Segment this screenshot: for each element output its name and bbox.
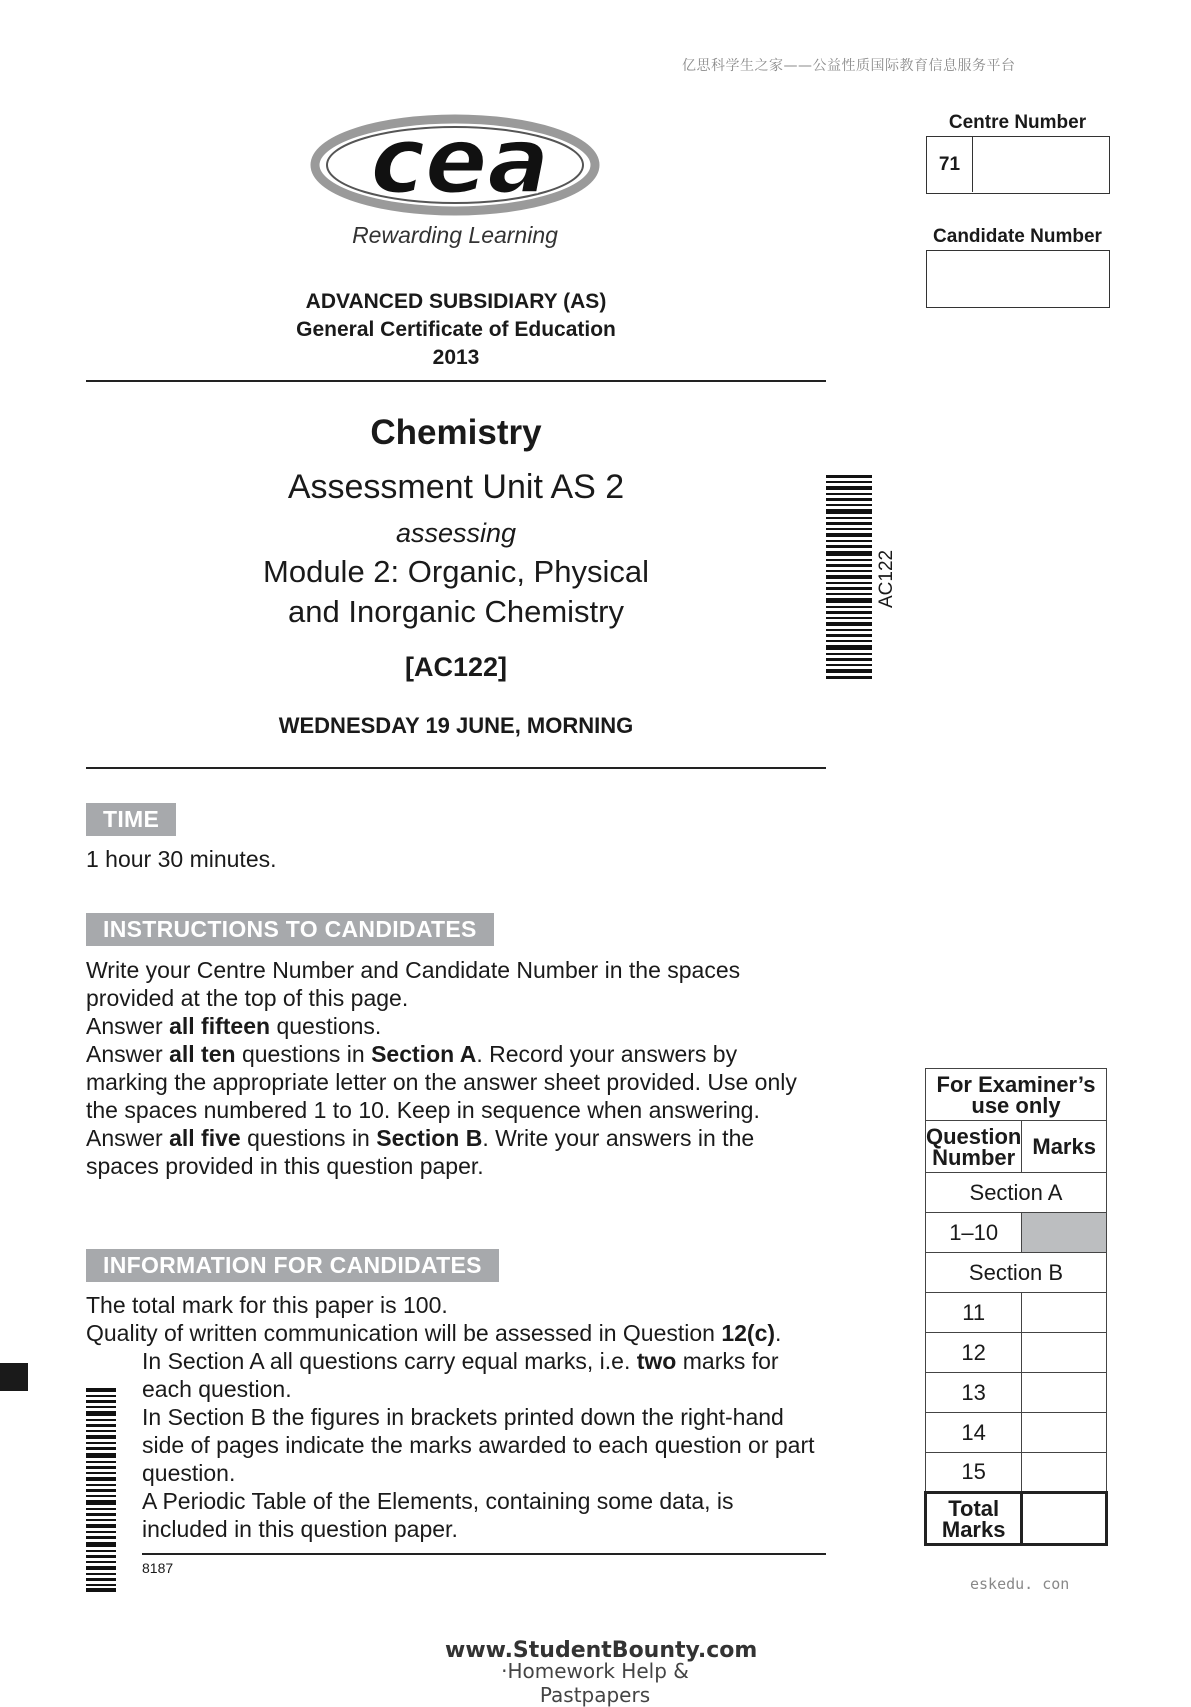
paper-code: [AC122]	[404, 652, 508, 682]
marks-cell-15[interactable]	[1022, 1453, 1107, 1493]
assessing-label: assessing	[395, 518, 517, 548]
barcode-label: AC122	[876, 549, 897, 608]
eskedu-watermark: eskedu. con	[970, 1575, 1070, 1593]
marks-cell-14[interactable]	[1022, 1413, 1107, 1453]
qualification-name: General Certificate of Education	[296, 318, 616, 341]
question-number-header: Question Number	[926, 1121, 1022, 1173]
divider-bottom	[86, 767, 826, 769]
studentbounty-url: www.StudentBounty.com	[445, 1638, 758, 1663]
barcode-left	[86, 1388, 118, 1593]
exam-year: 2013	[432, 346, 480, 369]
instructions-text	[86, 956, 806, 1180]
unit-title: Assessment Unit AS 2	[287, 468, 625, 506]
question-13: 13	[926, 1373, 1022, 1413]
footer-code: 8187	[142, 1560, 174, 1576]
cea-logo	[310, 110, 600, 220]
watermark-text: 亿思科学生之家——公益性质国际教育信息服务平台	[682, 58, 1016, 74]
total-marks-cell[interactable]	[1022, 1493, 1107, 1545]
question-14: 14	[926, 1413, 1022, 1453]
exam-date: WEDNESDAY 19 JUNE, MORNING	[278, 713, 634, 738]
footer-rule	[142, 1553, 826, 1555]
info-1: The total mark for this paper is 100.	[86, 1292, 448, 1318]
information-text-indented	[142, 1347, 824, 1543]
marks-header: Marks	[1022, 1121, 1107, 1173]
examiner-title: For Examiner’s use only	[926, 1069, 1107, 1121]
logo-text: cea	[370, 110, 550, 214]
marks-cell-11[interactable]	[1022, 1293, 1107, 1333]
info-3: In Section A all questions carry equal marks, i.e. two marks for each question.	[142, 1348, 779, 1402]
studentbounty-logo	[445, 1638, 758, 1707]
divider-top	[86, 380, 826, 382]
time-value: 1 hour 30 minutes.	[86, 846, 277, 872]
candidate-number-box[interactable]	[926, 250, 1110, 308]
registration-mark	[0, 1363, 28, 1391]
question-12: 12	[926, 1333, 1022, 1373]
instruction-2: Answer all fifteen questions.	[86, 1013, 382, 1039]
instruction-1: Write your Centre Number and Candidate Number in the spaces provided at the top of this page.	[86, 957, 741, 1011]
centre-number-label: Centre Number	[948, 112, 1087, 133]
marks-cell-13[interactable]	[1022, 1373, 1107, 1413]
instructions-heading: INSTRUCTIONS TO CANDIDATES	[86, 913, 494, 946]
info-2: Quality of written communication will be assessed in Question 12(c).	[86, 1320, 782, 1346]
module-line-1: Module 2: Organic, Physical	[263, 554, 649, 589]
time-heading: TIME	[86, 803, 176, 836]
section-a-range: 1–10	[926, 1213, 1022, 1253]
candidate-number-label: Candidate Number	[933, 226, 1102, 247]
section-a-marks-cell	[1022, 1213, 1107, 1253]
centre-number-box[interactable]	[926, 136, 1110, 194]
info-4: In Section B the figures in brackets printed down the right-hand side of pages indicate the marks awarded to each question or part question.	[142, 1404, 815, 1486]
examiner-table	[924, 1068, 1108, 1546]
question-11: 11	[926, 1293, 1022, 1333]
total-marks-label: Total Marks	[926, 1493, 1022, 1545]
question-15: 15	[926, 1453, 1022, 1493]
information-heading: INFORMATION FOR CANDIDATES	[86, 1249, 499, 1282]
section-b-label: Section B	[926, 1253, 1107, 1293]
module-line-2: and Inorganic Chemistry	[288, 594, 624, 629]
info-5: A Periodic Table of the Elements, containing some data, is included in this question paper.	[142, 1488, 734, 1542]
studentbounty-tagline: ·Homework Help & Pastpapers	[501, 1659, 689, 1707]
barcode-vertical	[826, 475, 874, 680]
instruction-4: Answer all five questions in Section B. Write your answers in the spaces provided in this question paper.	[86, 1125, 755, 1179]
section-a-label: Section A	[926, 1173, 1107, 1213]
marks-cell-12[interactable]	[1022, 1333, 1107, 1373]
information-text	[86, 1291, 826, 1347]
subject-title: Chemistry	[370, 413, 542, 452]
instruction-3: Answer all ten questions in Section A. Record your answers by marking the appropriate letter on the answer sheet provided. Use only the spaces numbered 1 to 10. Keep in sequence when answering.	[86, 1041, 797, 1123]
centre-number-prefix: 71	[927, 137, 973, 192]
logo-tagline: Rewarding Learning	[352, 222, 558, 248]
qualification-level: ADVANCED SUBSIDIARY (AS)	[305, 290, 607, 313]
